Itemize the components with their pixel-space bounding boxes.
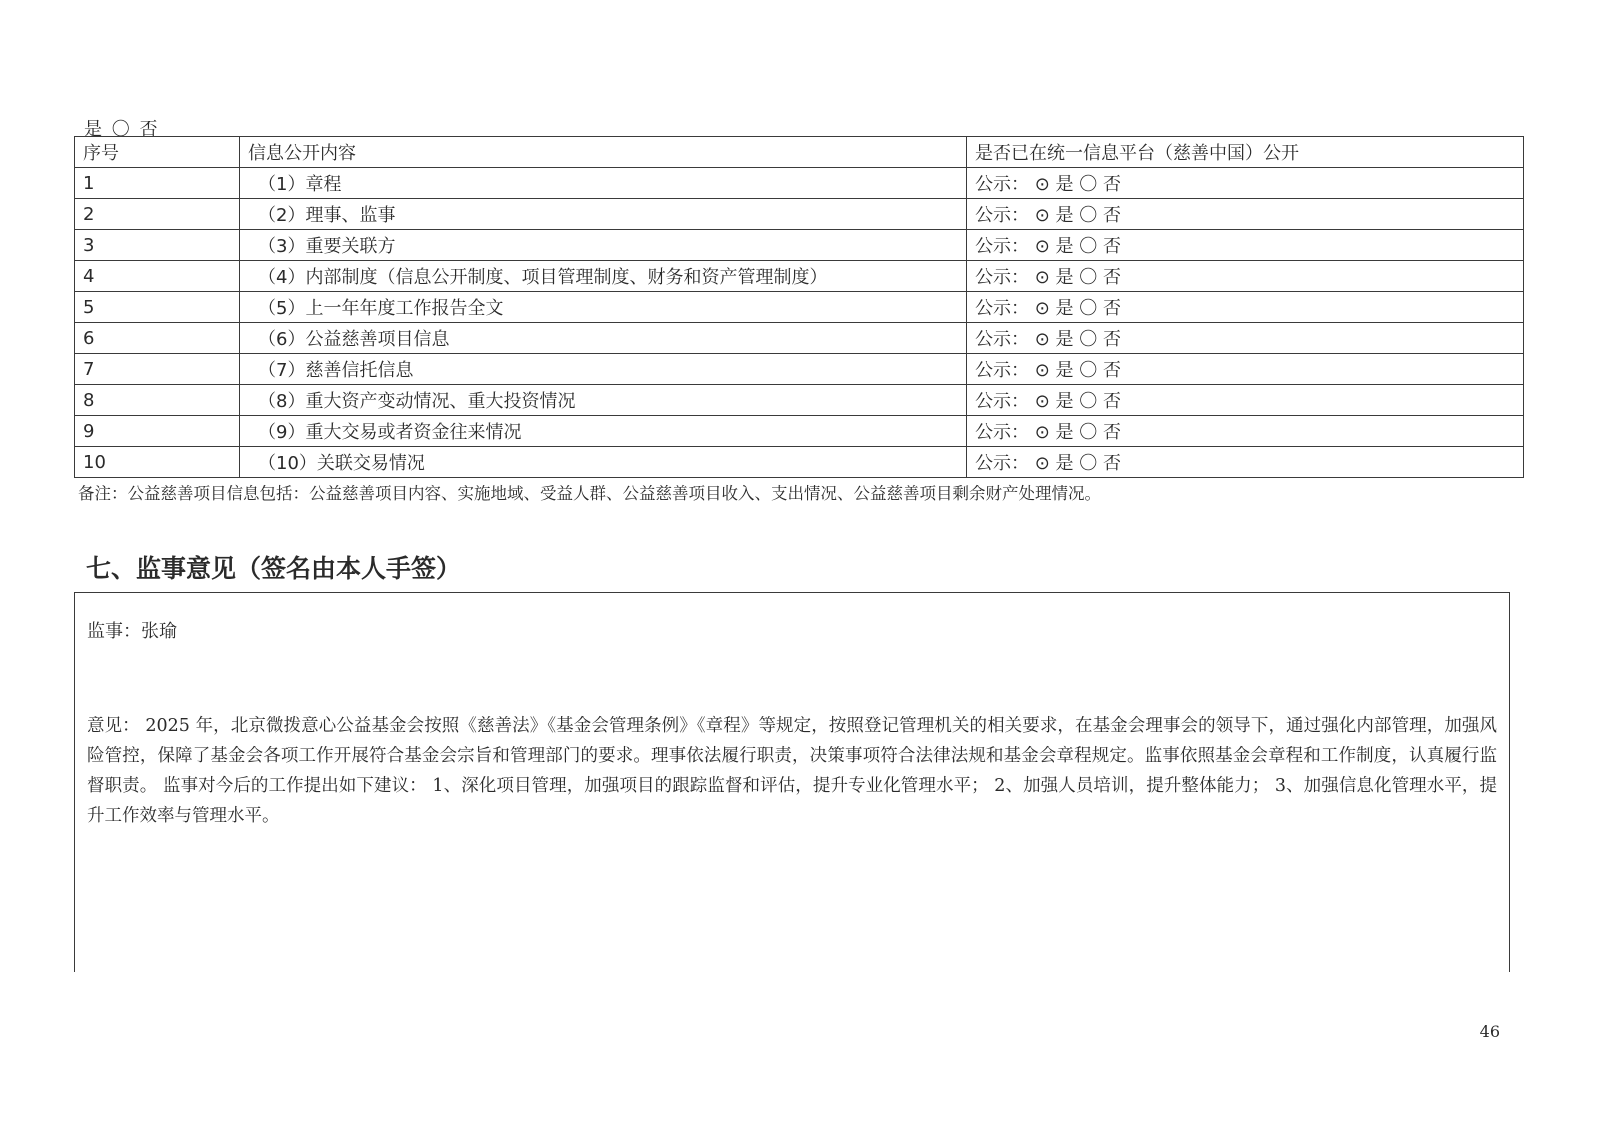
table-footnote: 备注：公益慈善项目信息包括：公益慈善项目内容、实施地域、受益人群、公益慈善项目收入、支出情况、公益慈善项目剩余财产处理情况。 xyxy=(78,484,1101,503)
table-row xyxy=(75,261,1524,292)
row-content: （4）内部制度（信息公开制度、项目管理制度、财务和资产管理制度） xyxy=(240,261,967,292)
row-no: 2 xyxy=(75,199,240,230)
row-no: 10 xyxy=(75,447,240,478)
row-no: 8 xyxy=(75,385,240,416)
row-content: （9）重大交易或者资金往来情况 xyxy=(240,416,967,447)
table-row xyxy=(75,447,1524,478)
table-row xyxy=(75,354,1524,385)
row-public-status: 公示： ⊙ 是 〇 否 xyxy=(967,323,1524,354)
row-public-status: 公示： ⊙ 是 〇 否 xyxy=(967,168,1524,199)
row-no: 6 xyxy=(75,323,240,354)
row-public-status: 公示： ⊙ 是 〇 否 xyxy=(967,292,1524,323)
supervisor-name: 监事：张瑜 xyxy=(87,621,177,642)
row-content: （8）重大资产变动情况、重大投资情况 xyxy=(240,385,967,416)
table-row xyxy=(75,199,1524,230)
header-cell-public: 是否已在统一信息平台（慈善中国）公开 xyxy=(967,137,1524,168)
row-no: 7 xyxy=(75,354,240,385)
table-row xyxy=(75,168,1524,199)
row-no: 1 xyxy=(75,168,240,199)
row-public-status: 公示： ⊙ 是 〇 否 xyxy=(967,261,1524,292)
table-row xyxy=(75,385,1524,416)
row-public-status: 公示： ⊙ 是 〇 否 xyxy=(967,230,1524,261)
row-content: （3）重要关联方 xyxy=(240,230,967,261)
row-content: （6）公益慈善项目信息 xyxy=(240,323,967,354)
disclosure-table xyxy=(74,136,1524,478)
table-row xyxy=(75,230,1524,261)
row-public-status: 公示： ⊙ 是 〇 否 xyxy=(967,447,1524,478)
table-row xyxy=(75,323,1524,354)
row-no: 5 xyxy=(75,292,240,323)
disclosure-table-wrapper xyxy=(74,136,1512,478)
opinion-box xyxy=(74,592,1510,972)
row-content: （7）慈善信托信息 xyxy=(240,354,967,385)
row-content: （10）关联交易情况 xyxy=(240,447,967,478)
row-content: （2）理事、监事 xyxy=(240,199,967,230)
top-radio-line: 是 〇 否 xyxy=(84,119,160,140)
row-no: 4 xyxy=(75,261,240,292)
row-content: （1）章程 xyxy=(240,168,967,199)
row-public-status: 公示： ⊙ 是 〇 否 xyxy=(967,385,1524,416)
page-number: 46 xyxy=(1479,1022,1500,1041)
row-public-status: 公示： ⊙ 是 〇 否 xyxy=(967,354,1524,385)
header-cell-content: 信息公开内容 xyxy=(240,137,967,168)
row-no: 3 xyxy=(75,230,240,261)
table-row xyxy=(75,416,1524,447)
table-header-row xyxy=(75,137,1524,168)
section-title: 七、监事意见（签名由本人手签） xyxy=(86,554,462,583)
table-row xyxy=(75,292,1524,323)
header-cell-no: 序号 xyxy=(75,137,240,168)
row-content: （5）上一年年度工作报告全文 xyxy=(240,292,967,323)
row-public-status: 公示： ⊙ 是 〇 否 xyxy=(967,416,1524,447)
opinion-text: 意见： 2025 年，北京微拨意心公益基金会按照《慈善法》《基金会管理条例》《章程》等规定，按照登记管理机关的相关要求，在基金会理事会的领导下，通过强化内部管理，加强风险管控，保障了基金会各项工作开展符合基金会宗旨和管理部门的要求。理事依法履行职责，决策事项符合法律法规和基金会章程规定。监事依照基金会章程和工作制度，认真履行监督职责。 监事对今后的工作提出如下建议： 1、深化项目管理，加强项目的跟踪监督和评估，提升专业化管理水平； 2、加强人员培训，提升整体能力； 3、加强信息化管理水平，提升工作效率与管理水平。 xyxy=(87,716,1497,826)
row-public-status: 公示： ⊙ 是 〇 否 xyxy=(967,199,1524,230)
row-no: 9 xyxy=(75,416,240,447)
